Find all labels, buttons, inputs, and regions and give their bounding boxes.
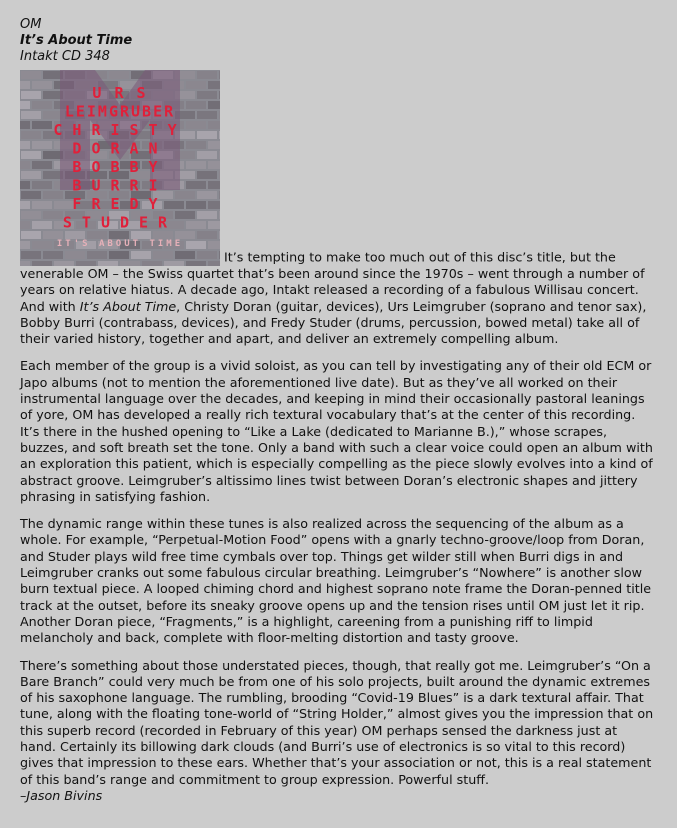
cover-brick [32,241,52,249]
cover-brick [208,161,220,169]
cover-brick [219,251,220,259]
cover-brick [43,251,63,259]
cover-brick [197,191,217,199]
cover-brick [21,131,41,139]
cover-brick [20,241,30,249]
cover-letters-line: CHRISTY [53,121,187,139]
cover-brick [197,71,217,79]
cover-brick [20,181,30,189]
cover-brick [208,141,220,149]
cover-brick [21,151,41,159]
cover-brick [32,181,52,189]
cover-brick [20,161,30,169]
cover-brick [186,121,206,129]
cover-brick [54,201,74,209]
album-title: It’s About Time [20,33,133,48]
cover-brick [175,251,195,259]
cover-brick [186,261,206,266]
cover-brick [175,211,195,219]
cover-brick [186,201,206,209]
review-paragraph-1-rest: , Christy Doran (guitar, devices), Urs Leimgruber (soprano and tenor sax), Bobby Burri (contrabass, devices), and Fredy Studer (drums, percussion, bowed metal) take all of their varied history, together and apart, and deliver an extremely compelling album. [20,298,647,347]
cover-brick [43,211,63,219]
cover-brick [65,251,85,259]
cover-brick [197,151,217,159]
cover-brick [208,181,220,189]
cover-letters-line: IT'S ABOUT TIME [56,239,184,249]
cover-brick [21,251,41,259]
cover-brick [219,91,220,99]
cover-letters-line: FREDY [72,195,168,213]
cover-brick [43,231,63,239]
cover-brick [76,261,96,266]
cover-brick [20,141,30,149]
cover-brick [208,201,220,209]
cover-brick [153,251,173,259]
cover-brick [208,261,220,266]
cover-brick [219,231,220,239]
cover-brick [32,141,52,149]
cover-brick [109,251,129,259]
review-paragraph-3: The dynamic range within these tunes is also realized across the sequencing of the album as a whole. For example, “Perpetual-Motion Food” opens with a gnarly techno-groove/loop from Doran, and Studer plays wild free time cymbals over top. Things get wilder still when Burri digs in and Leimgruber cranks out some fabulous circular breathing. Leimgruber’s “Nowhere” is another slow burn textual piece. A looped chiming chord and highest soprano note frame the Doran-penned title track at the outset, before its sneaky groove opens up and the tension rises until OM just let it rip. Another Doran piece, “Fragments,” is a highlight, careening from a punishing riff to limpid melancholy and back, complete with floor-melting distortion and tasty groove. [20,516,652,646]
cover-brick [208,221,220,229]
cover-brick [131,251,151,259]
cover-brick [21,191,41,199]
cover-letters-line: LEIMGRUBER [64,102,176,121]
cover-brick [32,161,52,169]
cover-brick [208,121,220,129]
cover-brick [21,211,41,219]
cover-brick [197,111,217,119]
cover-brick [219,211,220,219]
cover-brick [120,261,140,266]
cover-letters-line: U R S [92,84,148,102]
cover-brick [186,161,206,169]
cover-brick [186,221,206,229]
cover-brick [153,231,173,239]
album-cover-art [20,70,220,266]
cover-brick [21,171,41,179]
cover-brick [175,231,195,239]
cover-brick [197,251,217,259]
cover-brick [98,261,118,266]
cover-brick [142,261,162,266]
cover-brick [32,221,52,229]
cover-brick [21,91,41,99]
review-paragraph-1 [20,70,657,347]
reviewer-byline: –Jason Bivins [20,787,103,803]
cover-brick [186,81,206,89]
cover-brick [175,191,195,199]
cover-brick [32,101,52,109]
cover-brick [43,191,63,199]
album-title-inline: It’s About Time [79,298,177,314]
cover-brick [21,111,41,119]
cover-brick [32,201,52,209]
cover-brick [20,101,30,109]
cover-brick [20,201,30,209]
cover-brick [20,221,30,229]
cover-brick [32,81,52,89]
cover-brick [65,231,85,239]
cover-brick [219,151,220,159]
cover-brick [197,91,217,99]
review-paragraph-2: Each member of the group is a vivid soloist, as you can tell by investigating any of their old ECM or Japo albums (not to mention the aforementioned live date). But as they’ve all worked on their instrumental language over the decades, and keeping in mind their occasionally pastoral leanings of yore, OM has developed a really rich textural vocabulary that’s at the center of this recording. It’s there in the hushed opening to “Like a Lake (dedicated to Marianne B.),” whose scrapes, buzzes, and soft breath set the tone. Only a band with such a clear voice could open an album with an exploration this patient, which is especially compelling as the piece slowly evolves into a kind of abstract groove. Leimgruber’s altissimo lines twist between Doran’s electronic shapes and jittery phrasing in satisfying fashion. [20,358,653,504]
cover-brick [186,141,206,149]
cover-brick [87,251,107,259]
cover-brick [21,71,41,79]
cover-brick [197,211,217,219]
cover-brick [20,261,30,266]
cover-brick [208,81,220,89]
cover-brick [219,171,220,179]
cover-brick [208,101,220,109]
review-paragraph-1-intro: It’s tempting to make too much out of this disc’s title, but the venerable OM – the Swiss quartet that’s been around since the 1970s – went through a number of years on relative hiatus. A decade ago, Intakt released a recording of a fabulous Willisau concert. And with [20,249,645,314]
cover-brick [87,231,107,239]
album-cover-image [20,70,220,266]
cover-brick [197,171,217,179]
catalog-label: Intakt CD 348 [20,49,110,64]
cover-brick [219,71,220,79]
cover-brick [21,231,41,239]
cover-brick [208,241,220,249]
cover-row [20,70,657,347]
cover-brick [20,121,30,129]
artist-name: OM [20,17,42,32]
cover-brick [186,181,206,189]
cover-brick [54,261,74,266]
cover-brick [109,71,129,79]
cover-letters-line: BURRI [72,176,168,195]
cover-brick [164,261,184,266]
cover-brick [32,261,52,266]
cover-brick [186,101,206,109]
cover-letters-line: BOBBY [72,158,168,176]
review-paragraph-4: There’s something about those understated pieces, though, that really got me. Leimgruber’s “On a Bare Branch” could very much be from one of his solo projects, built around the dynamic extremes of his saxophone language. The rumbling, brooding “Covid-19 Blues” is a dark textural affair. That tune, along with the floating tone-world of “String Holder,” almost gives you the impression that on this superb record (recorded in February of this year) OM perhaps sensed the darkness just at hand. Certainly its billowing dark clouds (and Burri’s use of electronics is so vital to this record) gives that impression to these ears. Whether that’s your association or not, this is a real statement of this band’s range and commitment to group expression. Powerful stuff. [20,657,654,787]
cover-brick [219,131,220,139]
cover-brick [197,231,217,239]
cover-brick [20,81,30,89]
cover-brick [186,241,206,249]
cover-brick [131,231,151,239]
cover-letters-line: STUDER [62,213,178,232]
cover-letters-line: DORAN [72,139,168,158]
cover-brick [219,191,220,199]
cover-brick [32,121,52,129]
cover-brick [109,231,129,239]
cover-brick [219,111,220,119]
cover-brick [197,131,217,139]
